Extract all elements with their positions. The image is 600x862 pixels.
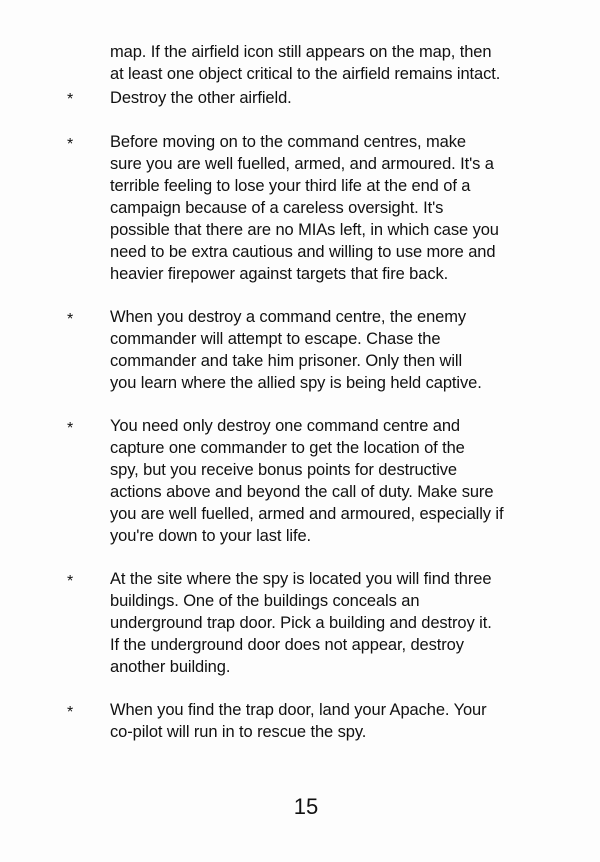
item-line: commander will attempt to escape. Chase the <box>110 330 441 348</box>
item-line: At the site where the spy is located you will find three <box>110 570 492 588</box>
bullet-marker: * <box>67 704 74 721</box>
item-line: possible that there are no MIAs left, in which case you <box>110 221 499 239</box>
item-line: spy, but you receive bonus points for destructive <box>110 461 457 479</box>
item-line: heavier firepower against targets that fire back. <box>110 265 449 283</box>
item-line: If the underground door does not appear, destroy <box>110 636 464 654</box>
item-line: campaign because of a careless oversight. It's <box>110 199 444 217</box>
bullet-marker: * <box>67 91 74 108</box>
item-line: terrible feeling to lose your third life at the end of a <box>110 177 471 195</box>
page-number: 15 <box>293 794 319 819</box>
bullet-marker: * <box>67 420 74 437</box>
bullet-marker: * <box>67 136 74 153</box>
item-line: You need only destroy one command centre and <box>110 417 460 435</box>
item-line: When you destroy a command centre, the enemy <box>110 308 467 326</box>
bullet-marker: * <box>67 573 74 590</box>
item-line: another building. <box>110 658 231 676</box>
item-line: When you find the trap door, land your Apache. Your <box>110 701 487 719</box>
item-line: underground trap door. Pick a building and destroy it. <box>110 614 492 632</box>
item-line: you are well fuelled, armed and armoured, especially if <box>110 505 504 523</box>
item-line: co-pilot will run in to rescue the spy. <box>110 723 367 741</box>
item-line: buildings. One of the buildings conceals an <box>110 592 420 610</box>
item-line: Destroy the other airfield. <box>110 89 292 107</box>
item-line: you learn where the allied spy is being held captive. <box>110 374 482 392</box>
continuation-line: map. If the airfield icon still appears on the map, then <box>110 43 492 61</box>
bullet-marker: * <box>67 311 74 328</box>
item-line: need to be extra cautious and willing to use more and <box>110 243 496 261</box>
item-line: Before moving on to the command centres, make <box>110 133 466 151</box>
item-line: commander and take him prisoner. Only then will <box>110 352 463 370</box>
item-line: sure you are well fuelled, armed, and armoured. It's a <box>110 155 494 173</box>
continuation-line: at least one object critical to the airfield remains intact. <box>110 65 501 83</box>
item-line: capture one commander to get the location of the <box>110 439 465 457</box>
item-line: actions above and beyond the call of duty. Make sure <box>110 483 494 501</box>
item-line: you're down to your last life. <box>110 527 312 545</box>
